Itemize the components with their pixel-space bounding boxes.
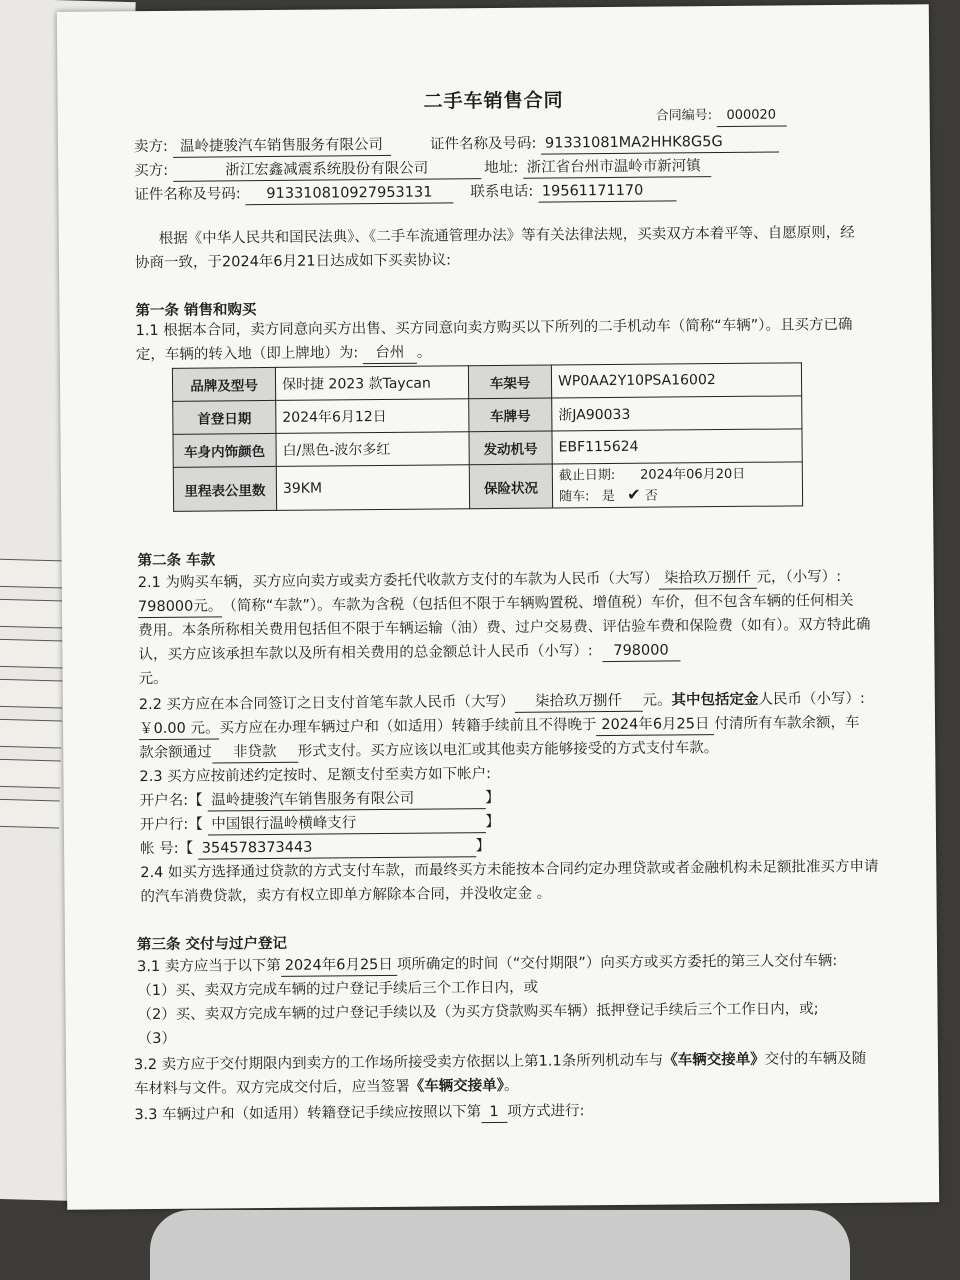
underlying-form-row	[0, 718, 62, 748]
article-2-2-text: 款余额通过	[139, 744, 212, 762]
underlying-form-row	[0, 678, 63, 708]
vin-label: 车架号	[468, 365, 551, 399]
article-2-2-text: 买方应在办理车辆过户和（如适用）转籍手续前且不得晚于	[219, 717, 597, 737]
address-label: 地址:	[484, 159, 519, 177]
contract-number-label: 合同编号:	[655, 108, 713, 124]
insurance-yes: 是	[601, 488, 615, 504]
insurance-no: 否	[644, 488, 658, 504]
plate-value: 浙JA90033	[552, 396, 802, 431]
seller-id: 91331081MA2HHK8G5G	[541, 132, 779, 155]
color-label: 车身内饰颜色	[173, 433, 276, 467]
handover-form-ref: 《车辆交接单》	[663, 1051, 765, 1069]
address-row	[484, 156, 711, 179]
buyer-id: 913310810927953131	[245, 182, 453, 205]
contract-number: 000020	[716, 105, 786, 127]
article-1-title: 第一条 销售和购买	[135, 302, 257, 320]
article-2-title: 第二条 车款	[137, 552, 216, 570]
article-2-2-text: 付清所有车款余额，车	[714, 714, 860, 733]
table-row	[173, 396, 802, 434]
article-2-2-line-3	[139, 738, 718, 764]
phone-row	[470, 180, 676, 203]
article-3-1-text: 项所确定的时间（“交付期限”）向买方或买方委托的第三人交付车辆:	[396, 953, 838, 973]
article-2-2-text: 元。	[642, 692, 672, 709]
balance-deadline: 2024年6月25日	[596, 714, 714, 736]
article-3-1-option-3: （3）	[137, 1030, 177, 1048]
article-2-4-line-1: 2.4 如买方选择通过贷款的方式支付车款，而最终买方未能按本合同约定办理贷款或者金融机构未足额批准买方申请	[140, 858, 879, 882]
vin-value: WP0AA2Y10PSA16002	[551, 363, 801, 398]
deposit-amount: ￥0.00 元。	[139, 718, 220, 740]
account-number-row	[140, 836, 490, 860]
handover-form-ref: 《车辆交接单》	[409, 1077, 504, 1095]
article-2-4-line-2: 的汽车消费贷款，卖方有权立即单方解除本合同，并没收定金 。	[140, 885, 552, 906]
period: 。	[416, 344, 432, 361]
delivery-date: 2024年6月25日	[281, 955, 397, 977]
preamble-line-2: 协商一致，于2024年6月21日达成如下买卖协议:	[134, 252, 452, 272]
article-2-1-line-1	[138, 567, 841, 594]
account-bank-label: 开户行:【	[139, 816, 203, 834]
insurance-deadline: 2024年06月20日	[639, 466, 746, 483]
table-row	[173, 462, 802, 511]
underlying-form-row	[0, 758, 61, 788]
underlying-form-row	[0, 558, 66, 588]
insurance-deadline-row	[559, 464, 796, 485]
seller-id-row	[430, 132, 779, 156]
article-2-1-text: 元，（小写）:	[756, 569, 842, 586]
account-bank: 中国银行温岭横峰支行	[207, 812, 485, 835]
account-name-row	[140, 788, 500, 812]
article-3-2-text: 。	[503, 1077, 519, 1094]
color-value: 白/黑色-波尔多红	[276, 432, 469, 467]
article-3-title: 第三条 交付与过户登记	[136, 935, 288, 954]
check-mark-icon: ✔	[627, 484, 641, 504]
contract-page	[57, 4, 939, 1210]
article-2-1-line-3: 费用。本条所称相关费用包括但不限于车辆运输（油）费、过户交易费、评估验车费和保险费（如有）。双方特此确	[138, 616, 871, 640]
seller-name: 温岭捷骏汽车销售服务有限公司	[172, 135, 390, 158]
article-3-1-text: 3.1 卖方应当于以下第	[137, 957, 281, 976]
cloth-under-page	[150, 1210, 850, 1280]
total-amount: 798000	[602, 640, 680, 662]
payment-method: 非贷款	[212, 742, 298, 764]
insurance-deadline-label: 截止日期:	[558, 467, 616, 483]
article-3-3-text: 3.3 车辆过户和（如适用）转籍登记手续应按照以下第	[134, 1104, 482, 1124]
transfer-place-label: 定，车辆的转入地（即上牌地）为:	[135, 345, 359, 364]
account-bank-row	[140, 812, 500, 836]
phone-label: 联系电话:	[470, 183, 534, 201]
article-2-2-text: 2.2 买方应在本合同签订之日支付首笔车款人民币（大写）	[138, 693, 515, 714]
article-3-1-option-2: （2）买、卖双方完成车辆的过户登记手续以及（为买方贷款购买车辆）抵押登记手续后三个工作日内，或;	[137, 1001, 819, 1024]
insurance-with-car-row	[559, 483, 796, 506]
article-3-2-line-2	[134, 1076, 518, 1099]
phone: 19561171170	[538, 180, 676, 202]
underlying-form-row	[0, 798, 60, 828]
article-2-1-line-2	[138, 591, 854, 618]
price-in-words: 柒拾玖万捌仟	[658, 568, 756, 590]
deposit-label: 其中包括定金	[671, 691, 759, 709]
article-2-2-text: 形式支付。买方应该以电汇或其他卖方能够接受的方式支付车款。	[297, 740, 719, 760]
article-2-1-line-4	[138, 640, 680, 666]
transfer-place: 台州	[363, 343, 417, 364]
article-2-1-text: 2.1 为购买车辆，买方应向卖方或卖方委托代收款方支付的车款为人民币（大写）	[137, 570, 659, 592]
account-number: 354578373443	[198, 836, 476, 859]
article-3-2-line-1	[134, 1049, 866, 1075]
insurance-value	[552, 462, 802, 508]
brand-value: 保时捷 2023 款Taycan	[275, 366, 468, 401]
underlying-form-row	[0, 598, 65, 628]
underlying-form-row	[0, 638, 64, 668]
reg-date-value: 2024年6月12日	[276, 399, 469, 434]
table-row	[172, 363, 801, 401]
contract-number-row	[656, 105, 787, 127]
plate-label: 车牌号	[469, 398, 552, 432]
seller-label: 卖方:	[133, 138, 168, 156]
article-2-3: 2.3 买方应按前述约定按时、足额支付至卖方如下帐户:	[139, 766, 492, 786]
article-2-1-line-5: 元。	[138, 670, 168, 688]
article-2-1-text: 认，买方应该承担车款以及所有相关费用的总金额总计人民币（小写）:	[138, 643, 593, 664]
mileage-label: 里程表公里数	[173, 466, 276, 511]
insurance-label: 保险状况	[469, 464, 552, 509]
bracket-close: 】	[485, 789, 500, 807]
transfer-option-number: 1	[481, 1102, 507, 1123]
account-name: 温岭捷骏汽车销售服务有限公司	[207, 788, 485, 811]
reg-date-label: 首登日期	[173, 400, 276, 434]
article-3-3-line	[134, 1101, 584, 1126]
buyer-name: 浙江宏鑫减震系统股份有限公司	[173, 158, 481, 182]
article-3-1-option-1: （1）买、卖双方完成车辆的过户登记手续后三个工作日内，或	[137, 979, 539, 1000]
engine-value: EBF115624	[552, 429, 802, 464]
article-2-2-line-1	[139, 689, 865, 716]
price-in-figures: 798000元。	[138, 596, 223, 618]
article-2-1-text: （简称“车款”）。车款为含税（包括但不限于车辆购置税、增值税）车价，但不包含车辆的任何相关	[222, 592, 854, 615]
seller-row	[134, 135, 391, 158]
table-row	[173, 429, 802, 467]
buyer-row	[134, 158, 481, 182]
engine-label: 发动机号	[469, 431, 552, 465]
preamble-line-1: 根据《中华人民共和国民法典》、《二手车流通管理办法》等有关法律法规，买卖双方本着平等、自愿原则，经	[158, 224, 855, 247]
article-3-3-text: 项方式进行:	[507, 1103, 585, 1120]
article-3-2-text: 3.2 卖方应于交付期限内到卖方的工作场所接受卖方依据以上第1.1条所列机动车与	[133, 1052, 664, 1074]
account-name-label: 开户名:【	[139, 792, 203, 810]
brand-label: 品牌及型号	[172, 367, 275, 401]
article-3-2-text: 车材料与文件。双方完成交付后，应当签署	[134, 1078, 410, 1098]
mileage-value: 39KM	[276, 465, 469, 511]
article-2-2-text: 人民币（小写）:	[758, 690, 865, 708]
insurance-with-car-label: 随车:	[558, 488, 590, 504]
buyer-label: 买方:	[134, 162, 169, 180]
address: 浙江省台州市温岭市新河镇	[523, 156, 711, 179]
vehicle-table	[172, 362, 803, 511]
article-1-1-line-2	[136, 343, 432, 367]
buyer-id-label: 证件名称及号码:	[134, 186, 241, 204]
buyer-id-row	[134, 182, 453, 206]
first-payment-words: 柒拾玖万捌仟	[514, 691, 642, 713]
article-3-2-text: 交付的车辆及随	[764, 1050, 867, 1068]
bracket-close: 】	[475, 838, 491, 855]
article-1-1-line-1: 1.1 根据本合同，卖方同意向买方出售、买方同意向卖方购买以下所列的二手机动车（简称“车辆”）。且买方已确	[135, 316, 853, 340]
article-2-2-line-2	[139, 713, 860, 740]
bracket-close: 】	[485, 813, 500, 831]
article-3-1-line	[137, 951, 837, 978]
account-number-label: 帐 号:【	[140, 840, 194, 858]
seller-id-label: 证件名称及号码:	[429, 135, 537, 153]
contract-title: 二手车销售合同	[423, 89, 564, 113]
